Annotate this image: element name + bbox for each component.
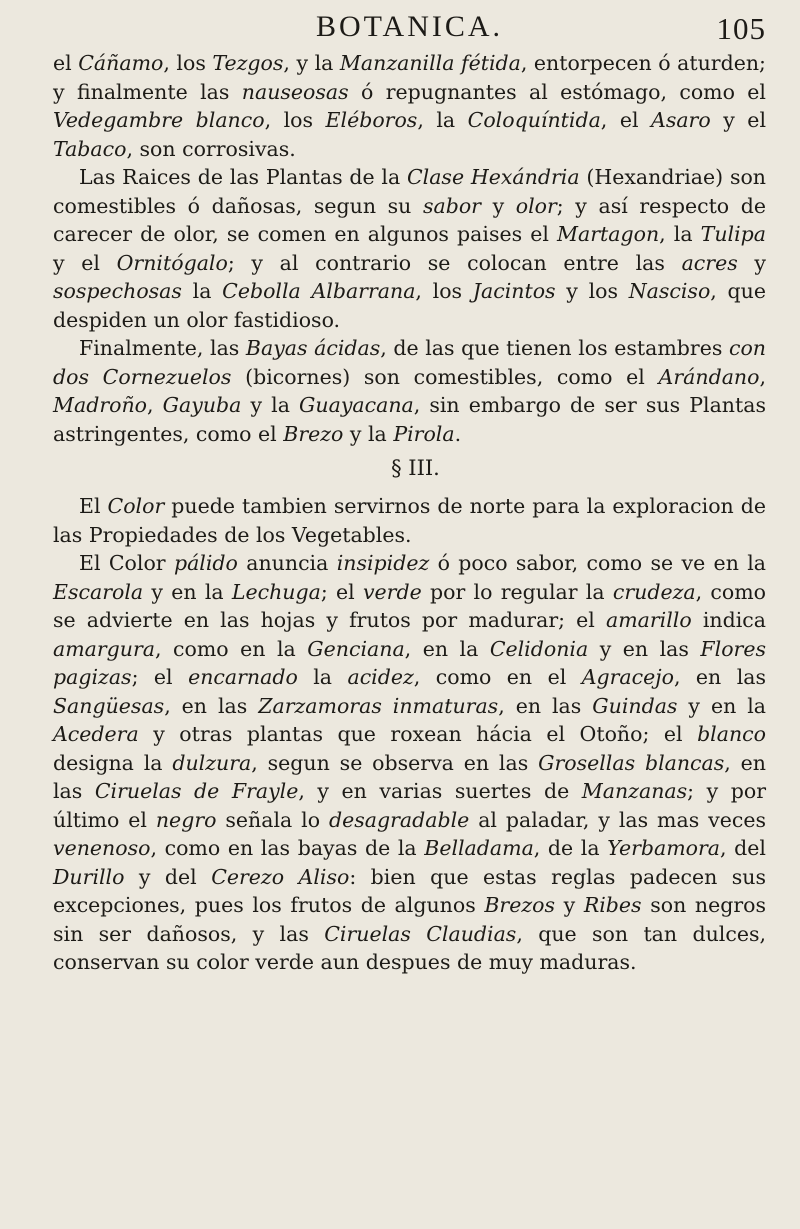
italic-term: sabor (422, 193, 481, 218)
text-run: El Color (79, 551, 174, 575)
text-run: , sin embargo de ser sus Plantas astringentes, como el (53, 393, 766, 446)
italic-term: Lechuga (231, 579, 321, 604)
text-run: el (53, 51, 79, 75)
italic-term: nauseosas (241, 79, 349, 104)
text-run: ; y por último el (53, 779, 766, 832)
body-text (53, 49, 766, 977)
italic-term: Nasciso (628, 279, 711, 303)
text-run: señala lo (216, 807, 329, 832)
text-run: y en la (143, 579, 232, 604)
text-run: puede tambien servirnos de norte para la exploracion de las Propiedades de los Vegetables. (53, 494, 766, 547)
text-run: , los (163, 51, 213, 75)
italic-term: sospechosas (53, 279, 182, 303)
italic-term: Acedera (53, 722, 139, 746)
text-run: , y en varias suertes de (298, 779, 582, 803)
text-run: y del (124, 864, 212, 889)
italic-term: Eléboros (325, 108, 418, 132)
italic-term: Escarola (53, 579, 144, 604)
italic-term: Asaro (651, 108, 711, 132)
text-run: y en las (588, 636, 701, 661)
italic-term: Gayuba (162, 393, 242, 417)
paragraph (53, 549, 766, 977)
text-run: al paladar, y las mas veces (469, 807, 766, 832)
italic-term: Tulipa (700, 222, 766, 246)
page-number: 105 (716, 11, 766, 46)
italic-term: acres (681, 250, 738, 275)
text-run: , de la (533, 836, 608, 860)
italic-term: Flores pagizas (53, 636, 766, 689)
text-run: Finalmente, las (79, 336, 246, 360)
text-run: , en las (498, 693, 593, 718)
italic-term: Martagon (557, 222, 660, 246)
italic-term: Celidonia (489, 636, 589, 661)
italic-term: Cebolla Albarrana (222, 279, 416, 303)
italic-term: crudeza (612, 579, 696, 604)
text-run: designa la (53, 750, 173, 775)
italic-term: Color (107, 494, 165, 518)
italic-term: Madroño (53, 393, 148, 417)
italic-term: Ornitógalo (116, 250, 228, 275)
italic-term: desagradable (328, 807, 470, 832)
text-run: (bicornes) son comestibles, como el (231, 364, 659, 389)
italic-term: Clase Hexándria (406, 165, 580, 189)
text-run: , (147, 393, 163, 417)
text-run: , como en la (155, 636, 308, 661)
text-run: . (454, 421, 462, 446)
text-run: ó repugnantes al estómago, como el (348, 79, 766, 104)
italic-term: Yerbamora (607, 836, 721, 860)
italic-term: Sangüesas (53, 693, 165, 718)
text-run: ; y así respecto de carecer de olor, se comen en algunos paises el (53, 193, 766, 246)
text-run: ; el (131, 665, 189, 689)
italic-term: Grosellas blancas (538, 750, 725, 775)
text-run: , de las que tienen los estambres (380, 336, 729, 360)
text-run: ; el (320, 579, 363, 604)
text-run: , en la (404, 636, 490, 661)
text-run: , la (659, 222, 701, 246)
text-run: y la (343, 421, 394, 446)
italic-term: verde (362, 579, 422, 604)
text-run: , son corrosivas. (126, 136, 296, 161)
italic-term: Tezgos (212, 51, 284, 75)
italic-term: acidez (347, 665, 414, 689)
italic-term: Pirola (393, 421, 455, 446)
text-run: la (181, 279, 223, 303)
text-run: ó poco sabor, como se ve en la (429, 551, 767, 575)
text-run: , como en las bayas de la (150, 836, 425, 860)
text-run: y los (555, 279, 629, 303)
italic-term: Ribes (583, 893, 642, 917)
text-run: : bien que estas reglas padecen sus excepciones, pues los frutos de algunos (53, 864, 767, 917)
text-run: anuncia (237, 551, 337, 575)
text-run: Las Raices de las Plantas de la (79, 165, 407, 189)
text-run: la (297, 665, 348, 689)
text-run: , del (720, 836, 766, 860)
text-run: , que son tan dulces, conservan su color verde aun despues de muy maduras. (53, 921, 766, 974)
paragraph (53, 163, 766, 334)
text-run: , entorpecen ó aturden; y finalmente las (53, 51, 766, 104)
italic-term: Brezos (484, 893, 556, 917)
italic-term: Genciana (307, 636, 405, 661)
italic-term: blanco (697, 722, 766, 746)
text-run: y (555, 893, 584, 917)
italic-term: olor (515, 193, 557, 218)
italic-term: Manzanilla fétida (339, 51, 521, 75)
italic-term: Cáñamo (78, 51, 164, 75)
text-run: , los (415, 279, 473, 303)
italic-term: pálido (173, 551, 238, 575)
italic-term: venenoso (53, 836, 151, 860)
paragraph (53, 492, 766, 549)
text-run: , la (417, 108, 468, 132)
text-run: , (759, 364, 766, 389)
text-run: y en la (677, 693, 767, 718)
text-run: , que despiden un olor fastidioso. (53, 279, 766, 332)
text-run: , en las (53, 750, 766, 803)
text-run: por lo regular la (421, 579, 613, 604)
text-run: ; y al contrario se colocan entre las (227, 250, 682, 275)
text-run: y (480, 193, 516, 218)
paragraphs-before-section (53, 49, 766, 448)
italic-term: Durillo (53, 864, 125, 889)
italic-term: Guindas (592, 693, 678, 718)
paragraph (53, 49, 766, 163)
text-run: indica (691, 608, 766, 632)
italic-term: con dos Cornezuelos (53, 336, 766, 389)
text-run: , segun se observa en las (251, 750, 539, 775)
italic-term: Brezo (283, 421, 344, 446)
italic-term: negro (155, 807, 217, 832)
text-run: , como se advierte en las hojas y frutos por madurar; el (53, 579, 766, 632)
italic-term: amarillo (606, 608, 692, 632)
italic-term: Vedegambre blanco (53, 108, 265, 132)
italic-term: Guayacana (299, 393, 414, 417)
italic-term: Jacintos (472, 279, 556, 303)
text-run: y otras plantas que roxean hácia el Otoño; el (138, 722, 698, 746)
italic-term: Zarzamoras inmaturas (258, 693, 499, 718)
text-run: , como en el (413, 665, 582, 689)
text-run: son negros sin ser dañosos, y las (53, 893, 766, 946)
italic-term: Ciruelas Claudias (324, 921, 517, 946)
text-run: , los (264, 108, 326, 132)
paragraphs-after-section (53, 492, 766, 977)
italic-term: Agracejo (581, 665, 674, 689)
italic-term: dulzura (172, 750, 252, 775)
text-run: y el (53, 250, 117, 275)
text-run: , en las (164, 693, 259, 718)
italic-term: Bayas ácidas (245, 336, 381, 360)
text-run: , y la (283, 51, 340, 75)
italic-term: amargura (53, 636, 156, 661)
italic-term: Ciruelas de Frayle (94, 779, 299, 803)
text-run: (Hexandriae) son comestibles ó dañosas, segun su (53, 165, 767, 218)
section-heading: § III. (391, 456, 440, 480)
italic-term: encarnado (188, 665, 298, 689)
text-run: y el (710, 108, 767, 132)
italic-term: Belladama (424, 836, 534, 860)
italic-term: Arándano (658, 364, 760, 389)
paragraph (53, 334, 766, 448)
italic-term: Tabaco (53, 136, 127, 161)
text-run: El (79, 494, 108, 518)
text-run: , en las (673, 665, 766, 689)
italic-term: insipidez (336, 551, 430, 575)
text-run: , el (600, 108, 652, 132)
text-run: y la (241, 393, 300, 417)
italic-term: Cerezo Aliso (211, 864, 350, 889)
running-head (53, 0, 766, 44)
italic-term: Coloquíntida (467, 108, 601, 132)
italic-term: Manzanas (581, 779, 688, 803)
running-title: BOTANICA. (315, 10, 504, 43)
text-run: y (737, 250, 766, 275)
